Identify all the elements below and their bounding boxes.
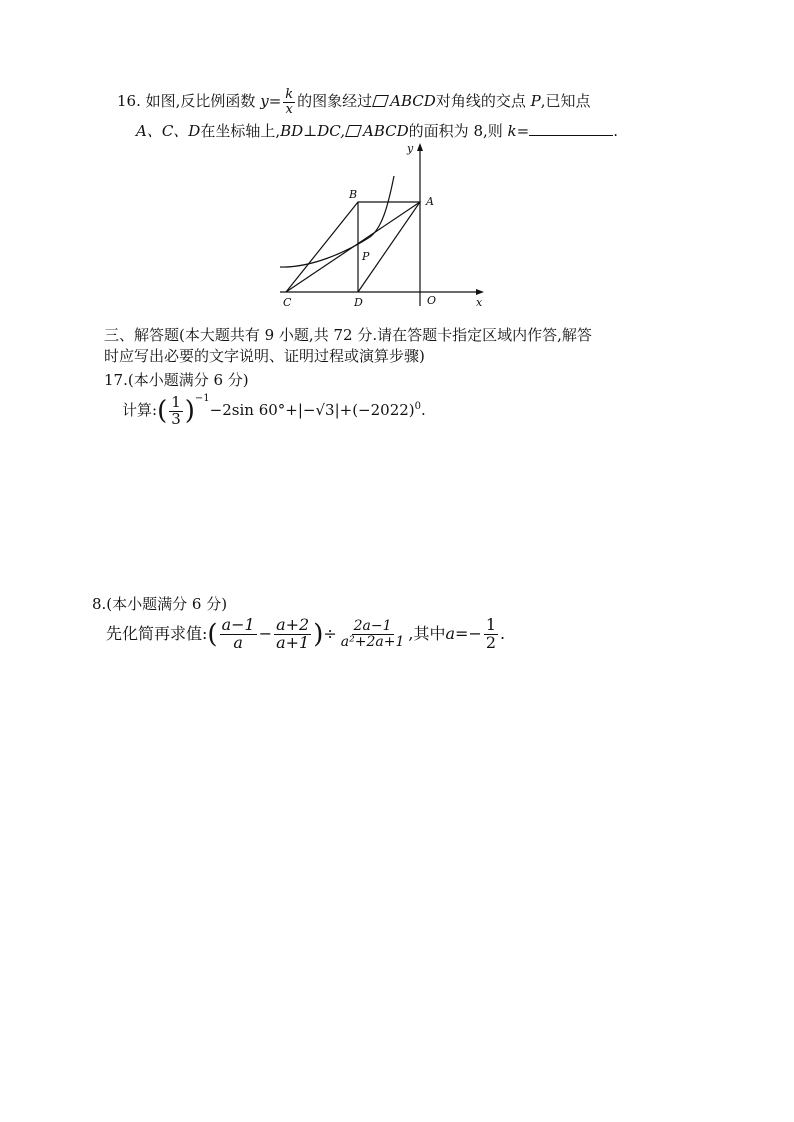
- q18-f1-den: a: [233, 632, 243, 652]
- q16-abcd-2: ABCD: [363, 122, 409, 140]
- q18-f1-num: a−1: [221, 615, 255, 634]
- q17-header: 17.(本小题满分 6 分): [104, 371, 249, 389]
- answer-blank[interactable]: [529, 123, 613, 136]
- q18-fraction-2: [274, 617, 311, 652]
- q17-exponent: −1: [194, 393, 210, 404]
- x-axis-arrow: [476, 289, 484, 295]
- label-x: x: [476, 296, 483, 309]
- label-p: P: [362, 250, 370, 263]
- q18-f2-num: a+2: [276, 615, 310, 634]
- q16-text-b: 的图象经过: [297, 92, 373, 111]
- q16-p: P: [530, 92, 541, 111]
- q16-frac-den: x: [285, 101, 293, 117]
- q18-fraction-4: [484, 617, 498, 652]
- label-a: A: [426, 195, 434, 208]
- label-o: O: [427, 294, 437, 307]
- q16-y: y: [260, 92, 269, 111]
- q18-label: 先化简再求值:: [106, 623, 208, 643]
- q18-f3-den: a²+2a+1: [340, 633, 405, 650]
- q18-a-eq: a=−: [445, 623, 482, 643]
- q16-eq: =: [268, 92, 282, 111]
- q16-line1: [117, 88, 590, 116]
- parallelogram-icon: [345, 125, 362, 137]
- label-d: D: [354, 296, 363, 309]
- parallelogram-icon: [372, 95, 389, 107]
- label-c: C: [283, 296, 292, 309]
- q17-label: 计算:: [122, 401, 158, 419]
- q16-bd-dc: BD⊥DC,: [280, 122, 346, 140]
- q16-k-eq: k=: [507, 122, 530, 140]
- y-axis-arrow: [417, 143, 423, 151]
- q17-fraction: [169, 392, 183, 428]
- q16-text-a: 如图,反比例函数: [145, 92, 256, 111]
- q18-where: ,其中: [408, 623, 446, 643]
- q18-fraction-3: [339, 619, 407, 649]
- section3-line1: 三、解答题(本大题共有 9 小题,共 72 分.请在答题卡指定区域内作答,解答: [104, 326, 592, 344]
- q16-text-d: ,已知点: [540, 92, 591, 111]
- hyperbola-curve: [280, 176, 394, 267]
- left-paren: (: [157, 396, 168, 426]
- q18-fraction-1: [220, 617, 257, 652]
- q16-text-f: 的面积为 8,则: [408, 122, 503, 140]
- section3-line2: 时应写出必要的文字说明、证明过程或演算步骤): [104, 347, 425, 365]
- q18-end: .: [500, 623, 506, 643]
- q16-figure: [270, 138, 500, 310]
- q18-div: ÷: [323, 623, 337, 643]
- q16-fraction: [283, 88, 295, 116]
- q17-end: .: [421, 401, 426, 419]
- q18-f2-den: a+1: [276, 632, 310, 652]
- label-b: B: [349, 188, 358, 201]
- q18-header: 8.(本小题满分 6 分): [92, 595, 228, 613]
- q16-text-c: 对角线的交点: [435, 92, 526, 111]
- q18-f4-den: 2: [485, 632, 497, 652]
- q16-text-e: 在坐标轴上,: [200, 122, 281, 140]
- q16-frac-num: k: [285, 87, 294, 102]
- q17-frac-den: 3: [171, 409, 181, 428]
- q17-frac-num: 1: [171, 392, 181, 411]
- q17-rest: −2sin 60°+|−√3|+(−2022): [209, 401, 415, 419]
- q16-acd: A、C、D: [136, 122, 201, 140]
- q18-f4-num: 1: [485, 615, 497, 634]
- q17-expression: [122, 393, 426, 427]
- label-y: y: [407, 142, 414, 155]
- q18-expression: [106, 617, 505, 652]
- left-paren: (: [207, 619, 218, 650]
- q18-minus: −: [258, 623, 273, 643]
- q16-number: 16.: [117, 92, 141, 111]
- right-paren: ): [313, 619, 324, 650]
- q17-exponent-zero: 0: [414, 401, 422, 412]
- right-paren: ): [184, 396, 195, 426]
- q18-f3-num: 2a−1: [353, 618, 392, 635]
- q16-period: .: [613, 122, 618, 140]
- q16-abcd: ABCD: [390, 92, 436, 111]
